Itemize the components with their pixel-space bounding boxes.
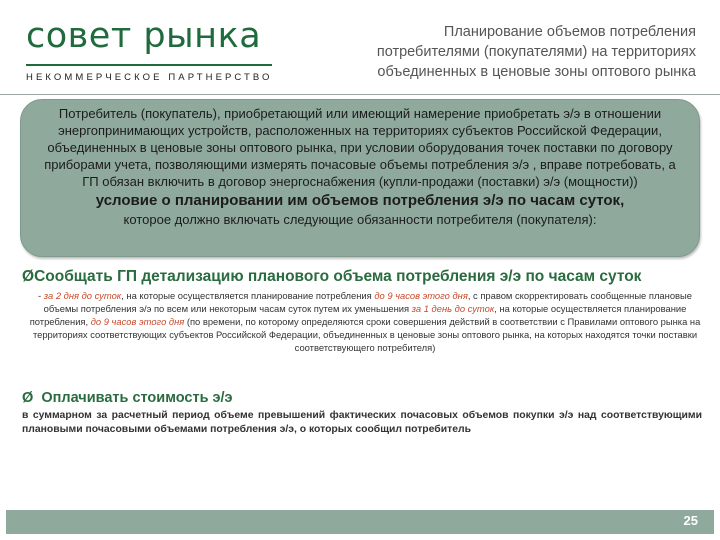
conditions-intro: Потребитель (покупатель), приобретающий или имеющий намерение приобретать э/э в отношении энергопринимающих устройств, расположенных на территориях субъектов Российской Федерации, объединенных в ценовые зоны оптового рынка, при условии оборудования точек поставки по договору приборами учета, позволяющими измерять почасовые объемы потребления э/э , вправе потребовать, а ГП обязан включить в договор энергоснабжения (купли-продажи (поставки) э/э (мощности)): [44, 106, 676, 189]
slide-title-line-2: потребителями (покупателями) на территориях: [376, 44, 696, 60]
obligation-report-text: [22, 289, 702, 354]
slide-title: [286, 22, 696, 82]
logo: [26, 14, 276, 83]
deadline-highlight: за 2 дня до суток: [43, 290, 122, 301]
deadline-highlight: до 9 часов этого дня: [374, 290, 468, 301]
text-span: (по времени, по которому определяются сроки совершения действий в соответствии с Правилами оптового рынка на территориях соответствующих субъектов Российской Федерации, объединенных в ценовые зоны оптового рынка, на которых находятся точки поставки соответствующего потребителя): [32, 316, 701, 353]
logo-subtitle: НЕКОММЕРЧЕСКОЕ ПАРТНЕРСТВО: [26, 72, 273, 83]
obligation-pay-text: в суммарном за расчетный период объеме превышений фактических почасовых объемов покупки э/э над соответствующими плановыми почасовыми объемами потребления э/э, о которых сообщил потребитель: [22, 410, 702, 435]
deadline-highlight: до 9 часов этого дня: [90, 316, 185, 327]
obligation-report-title: Сообщать ГП детализацию планового объема потребления э/э по часам суток: [34, 268, 642, 285]
logo-title: совет рынка: [26, 16, 262, 56]
arrow-bullet-icon: Ø: [22, 268, 35, 285]
text-span: , с правом скорректировать сообщенные плановые объемы потребления э/э по всем или некоторым часам суток путем их уменьшения: [43, 290, 692, 314]
page-number: 25: [683, 513, 698, 528]
logo-divider: [26, 64, 272, 66]
header-divider: [0, 94, 720, 95]
obligation-report-plan: [22, 268, 702, 354]
footer-bar: [6, 510, 714, 534]
obligation-pay-heading: [22, 390, 702, 406]
conditions-key-statement: условие о планировании им объемов потребления э/э по часам суток,: [95, 192, 625, 209]
obligation-pay-title: Оплачивать стоимость э/э: [41, 390, 233, 406]
text-span: , на которые осуществляется планирование потребления,: [29, 303, 687, 327]
conditions-outro: которое должно включать следующие обязанности потребителя (покупателя):: [123, 212, 597, 227]
slide-title-line-1: Планирование объемов потребления: [443, 24, 696, 40]
deadline-highlight: за 1 день до суток: [411, 303, 495, 314]
slide-title-line-3: объединенных в ценовые зоны оптового рынка: [377, 64, 696, 80]
obligation-pay-cost: [22, 390, 702, 437]
obligation-report-heading: [22, 268, 702, 286]
text-span: -: [38, 290, 44, 301]
arrow-bullet-icon: Ø: [22, 390, 34, 406]
text-span: , на которые осуществляется планирование потребления: [121, 290, 375, 301]
conditions-box: [20, 99, 700, 257]
